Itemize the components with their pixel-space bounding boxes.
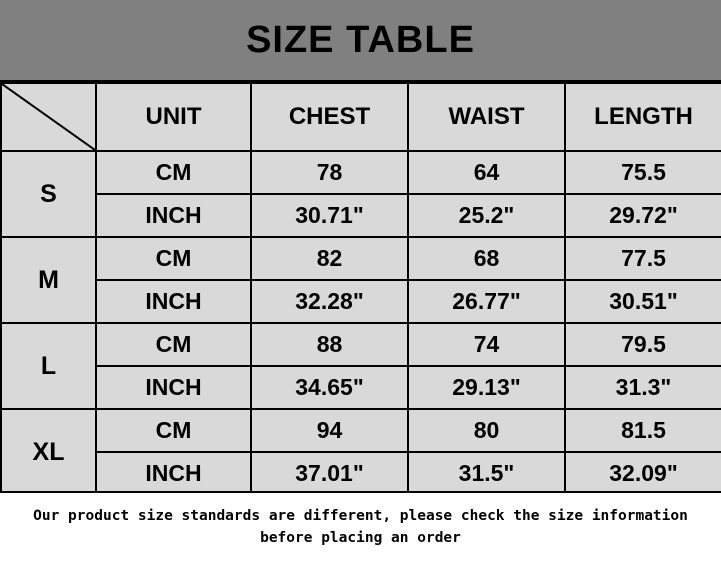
size-table bbox=[0, 82, 721, 496]
corner-cell bbox=[1, 83, 96, 151]
value-chest: 78 bbox=[251, 151, 408, 194]
column-header-unit: UNIT bbox=[96, 83, 251, 151]
value-length: 30.51" bbox=[565, 280, 721, 323]
value-chest: 88 bbox=[251, 323, 408, 366]
column-header-length: LENGTH bbox=[565, 83, 721, 151]
value-length: 81.5 bbox=[565, 409, 721, 452]
size-label-l: L bbox=[1, 323, 96, 409]
unit-label: INCH bbox=[96, 280, 251, 323]
unit-label: INCH bbox=[96, 366, 251, 409]
table-row bbox=[1, 151, 721, 194]
table-row bbox=[1, 452, 721, 495]
value-length: 79.5 bbox=[565, 323, 721, 366]
value-waist: 31.5" bbox=[408, 452, 565, 495]
value-chest: 82 bbox=[251, 237, 408, 280]
column-header-chest: CHEST bbox=[251, 83, 408, 151]
value-waist: 80 bbox=[408, 409, 565, 452]
footnote-line-2: before placing an order bbox=[260, 530, 461, 546]
table-row bbox=[1, 366, 721, 409]
value-length: 31.3" bbox=[565, 366, 721, 409]
value-waist: 26.77" bbox=[408, 280, 565, 323]
value-waist: 29.13" bbox=[408, 366, 565, 409]
unit-label: INCH bbox=[96, 452, 251, 495]
value-length: 32.09" bbox=[565, 452, 721, 495]
table-row bbox=[1, 194, 721, 237]
footnote-line-1: Our product size standards are different, please check the size information bbox=[33, 508, 688, 524]
value-waist: 74 bbox=[408, 323, 565, 366]
unit-label: CM bbox=[96, 323, 251, 366]
diagonal-divider-icon bbox=[2, 84, 95, 150]
footnote bbox=[0, 491, 721, 561]
table-row bbox=[1, 323, 721, 366]
unit-label: CM bbox=[96, 151, 251, 194]
value-chest: 37.01" bbox=[251, 452, 408, 495]
size-label-s: S bbox=[1, 151, 96, 237]
value-chest: 34.65" bbox=[251, 366, 408, 409]
value-length: 75.5 bbox=[565, 151, 721, 194]
size-label-xl: XL bbox=[1, 409, 96, 495]
value-waist: 64 bbox=[408, 151, 565, 194]
column-header-waist: WAIST bbox=[408, 83, 565, 151]
title-bar bbox=[0, 0, 721, 82]
value-chest: 32.28" bbox=[251, 280, 408, 323]
unit-label: INCH bbox=[96, 194, 251, 237]
size-label-m: M bbox=[1, 237, 96, 323]
table-row bbox=[1, 237, 721, 280]
table-row bbox=[1, 409, 721, 452]
table-header-row bbox=[1, 83, 721, 151]
value-waist: 25.2" bbox=[408, 194, 565, 237]
unit-label: CM bbox=[96, 237, 251, 280]
table-row bbox=[1, 280, 721, 323]
value-length: 77.5 bbox=[565, 237, 721, 280]
value-chest: 30.71" bbox=[251, 194, 408, 237]
page-title: SIZE TABLE bbox=[246, 18, 475, 61]
unit-label: CM bbox=[96, 409, 251, 452]
value-chest: 94 bbox=[251, 409, 408, 452]
value-waist: 68 bbox=[408, 237, 565, 280]
value-length: 29.72" bbox=[565, 194, 721, 237]
